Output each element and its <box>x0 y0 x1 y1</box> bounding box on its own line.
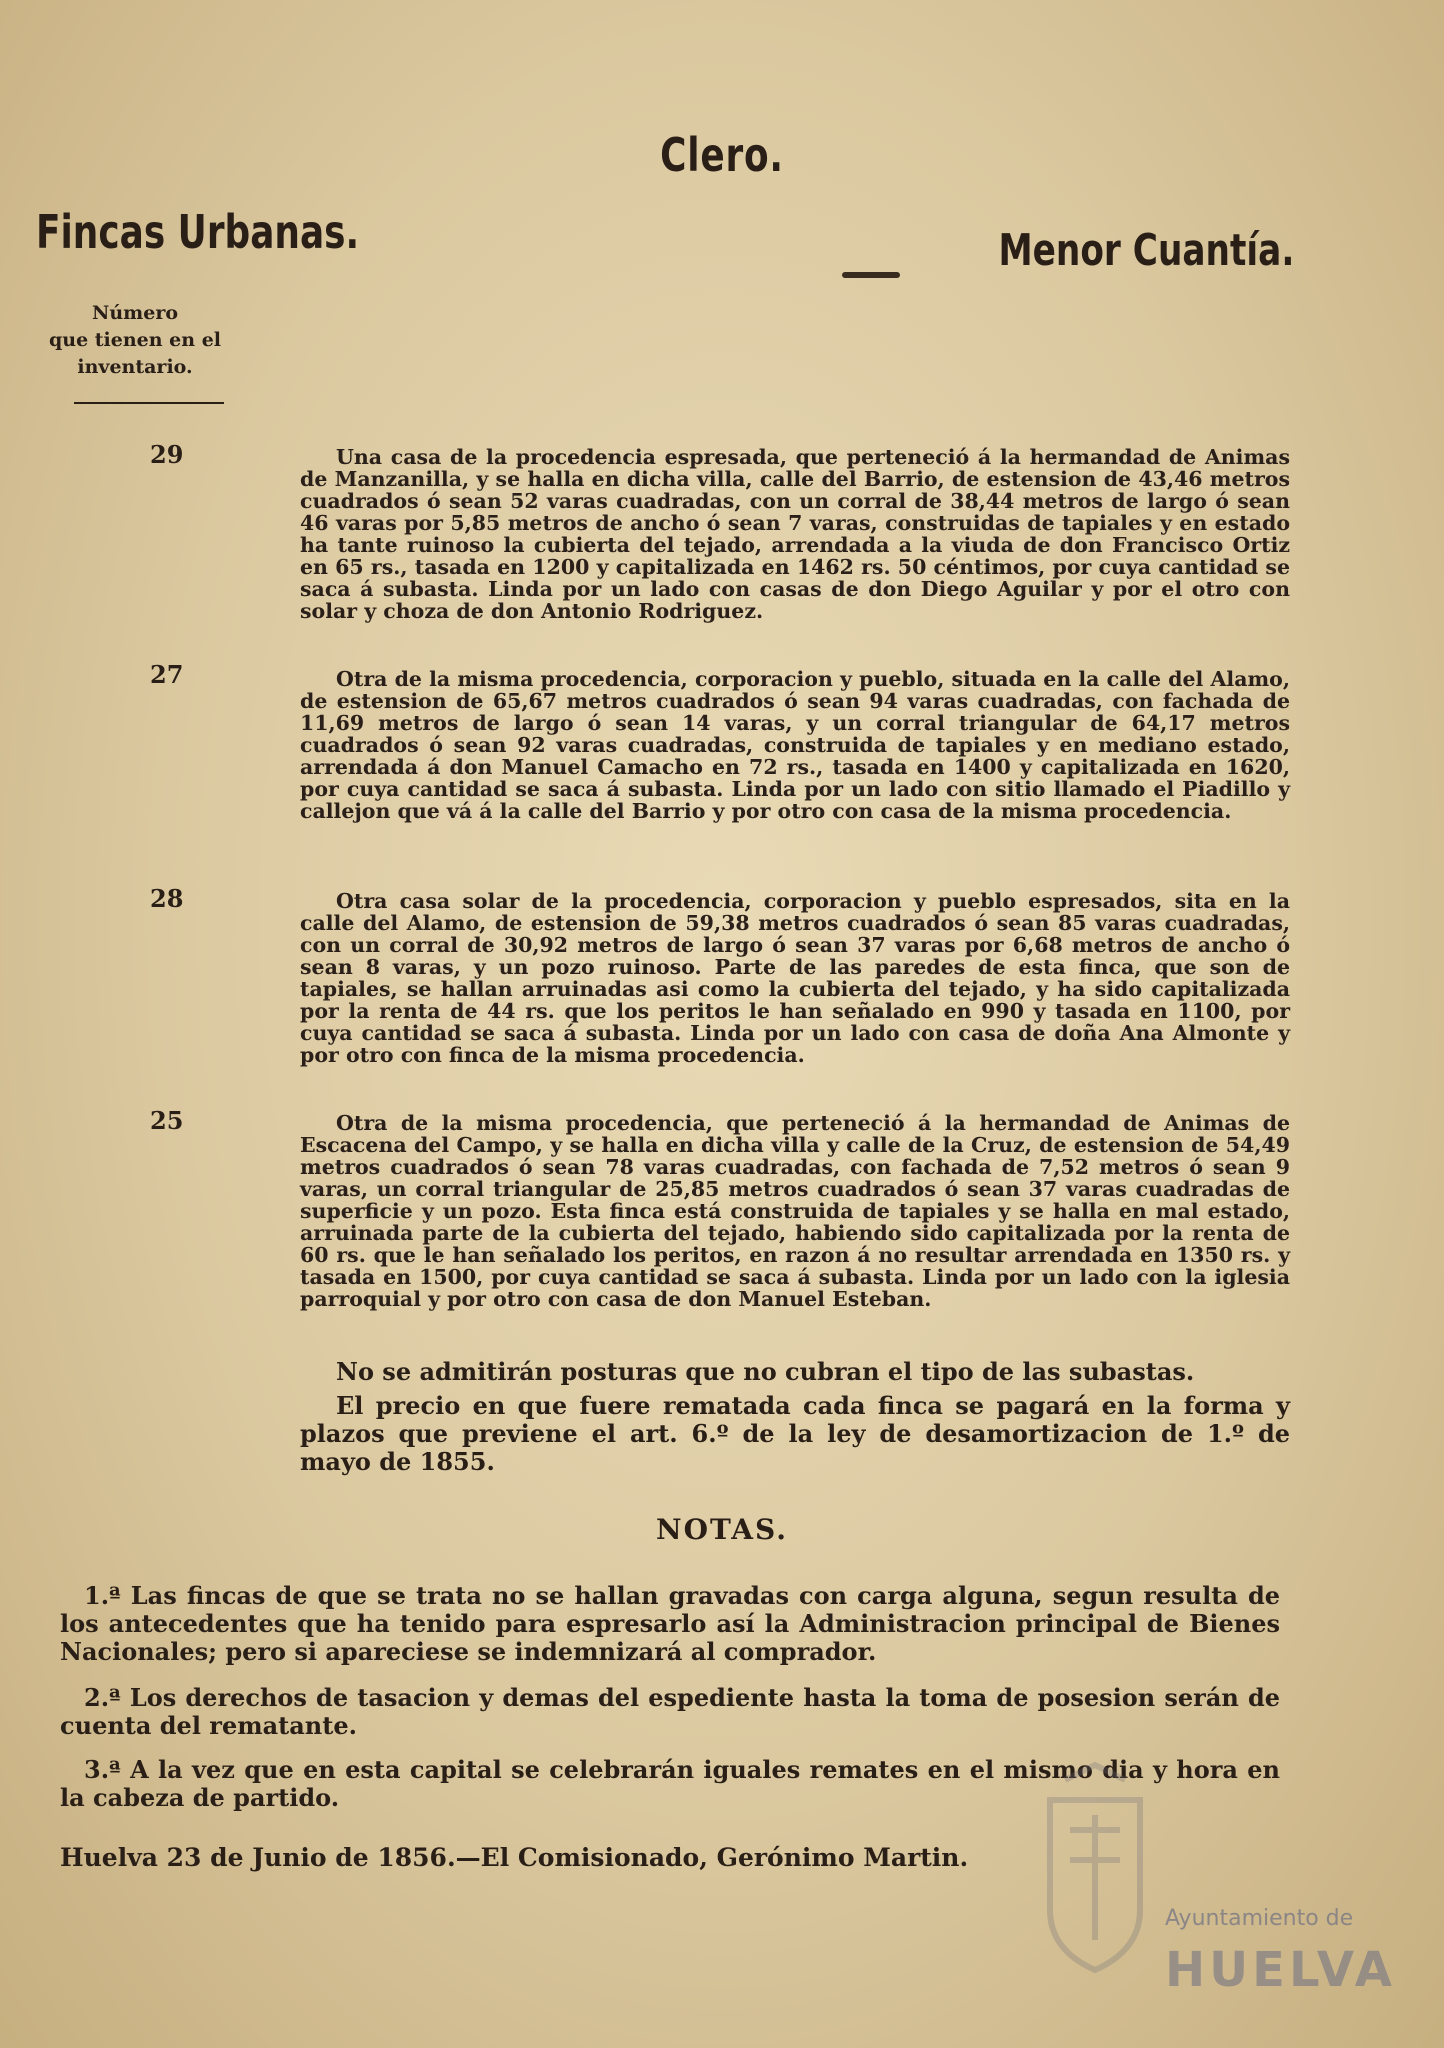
section-heading-left: Fincas Urbanas. <box>36 205 360 259</box>
inventory-number: 25 <box>150 1106 184 1135</box>
auction-notice-text: No se admitirán posturas que no cubran el tipo de las subastas. <box>336 1357 1195 1386</box>
watermark-line-1: Ayuntamiento de <box>1165 1906 1354 1931</box>
column-header-line: Número <box>91 302 179 324</box>
note-item <box>60 1684 1280 1740</box>
column-header-line: que tienen en el <box>48 329 222 351</box>
payment-notice <box>300 1392 1290 1476</box>
page-title: Clero. <box>660 128 784 182</box>
property-entry-text: Otra casa solar de la procedencia, corporacion y pueblo espresados, sita en la calle del Alamo, de estension de 59,38 metros cuadrados ó sean 85 varas cuadradas, con un corral de 30,92 metros de largo ó sean 37 varas por 6,68 metros de ancho ó sean 8 varas, y un pozo ruinoso. Parte de las paredes de esta finca, que son de tapiales, se hallan arruinadas asi como la cubierta del tejado, y ha sido capitalizada por la renta de 44 rs. que los peritos le han señalado en 990 y tasada en 1100, por cuya cantidad se saca á subasta. Linda por un lado con casa de doña Ana Almonte y por otro con finca de la misma procedencia. <box>300 889 1290 1067</box>
inventory-column-header <box>40 300 230 381</box>
section-heading-right: Menor Cuantía. <box>998 225 1294 276</box>
property-entry-text: Otra de la misma procedencia, que perteneció á la hermandad de Animas de Escacena del Campo, y se halla en dicha villa y calle de la Cruz, de estension de 54,49 metros cuadrados ó sean 78 varas cuadradas, con fachada de 7,52 metros ó sean 9 varas, un corral triangular de 25,85 metros cuadrados ó sean 37 varas cuadradas de superficie y un pozo. Esta finca está construida de tapiales y se halla en mal estado, arruinada parte de la cubierta del tejado, habiendo sido capitalizada por la renta de 60 rs. que le han señalado los peritos, en razon á no resultar arrendada en 1350 rs. y tasada en 1500, por cuya cantidad se saca á subasta. Linda por un lado con la iglesia parroquial y por otro con casa de don Manuel Esteban. <box>300 1111 1290 1311</box>
notes-heading: NOTAS. <box>656 1513 788 1546</box>
property-entry <box>300 446 1290 622</box>
column-header-rule <box>74 402 224 404</box>
payment-notice-text: El precio en que fuere rematada cada finca se pagará en la forma y plazos que previene el art. 6.º de la ley de desamortizacion de 1.º de mayo de 1855. <box>300 1391 1290 1476</box>
signature-line: Huelva 23 de Junio de 1856.—El Comisionado, Gerónimo Martin. <box>60 1843 969 1872</box>
decorative-dash <box>842 272 900 278</box>
property-entry <box>300 668 1290 822</box>
inventory-number: 29 <box>150 440 184 469</box>
watermark-line-2: HUELVA <box>1165 1942 1396 1998</box>
inventory-number: 27 <box>150 660 184 689</box>
property-entry-text: Una casa de la procedencia espresada, que perteneció á la hermandad de Animas de Manzanilla, y se halla en dicha villa, calle del Barrio, de estension de 43,46 metros cuadrados ó sean 52 varas cuadradas, con un corral de 38,44 metros de largo ó sean 46 varas por 5,85 metros de ancho ó sean 7 varas, construidas de tapiales y en estado ha tante ruinoso la cubierta del tejado, arrendada a la viuda de don Francisco Ortiz en 65 rs., tasada en 1200 y capitalizada en 1462 rs. 50 céntimos, por cuya cantidad se saca á subasta. Linda por un lado con casas de don Diego Aguilar y por el otro con solar y choza de don Antonio Rodriguez. <box>300 445 1290 623</box>
property-entry-text: Otra de la misma procedencia, corporacion y pueblo, situada en la calle del Alamo, de estension de 65,67 metros cuadrados ó sean 94 varas cuadradas, con fachada de 11,69 metros de largo ó sean 14 varas, y un corral triangular de 64,17 metros cuadrados ó sean 92 varas cuadradas, construida de tapiales y en mediano estado, arrendada á don Manuel Camacho en 72 rs., tasada en 1400 y capitalizada en 1620, por cuya cantidad se saca á subasta. Linda por un lado con sitio llamado el Piadillo y callejon que vá á la calle del Barrio y por otro con casa de la misma procedencia. <box>300 667 1290 823</box>
note-text: 1.ª Las fincas de que se trata no se hallan gravadas con carga alguna, segun resulta de los antecedentes que ha tenido para espresarlo así la Administracion principal de Bienes Nacionales; pero si apareciese se indemnizará al comprador. <box>60 1581 1280 1666</box>
note-text: 2.ª Los derechos de tasacion y demas del espediente hasta la toma de posesion serán de cuenta del rematante. <box>60 1683 1280 1740</box>
property-entry <box>300 890 1290 1066</box>
inventory-number: 28 <box>150 884 184 913</box>
note-item <box>60 1582 1280 1666</box>
column-header-line: inventario. <box>77 356 193 378</box>
property-entry <box>300 1112 1290 1310</box>
city-crest-icon <box>1030 1760 1410 2040</box>
note-text: 3.ª A la vez que en esta capital se celebrarán iguales remates en el mismo dia y hora en la cabeza de partido. <box>60 1755 1280 1812</box>
auction-notice <box>300 1358 1290 1386</box>
